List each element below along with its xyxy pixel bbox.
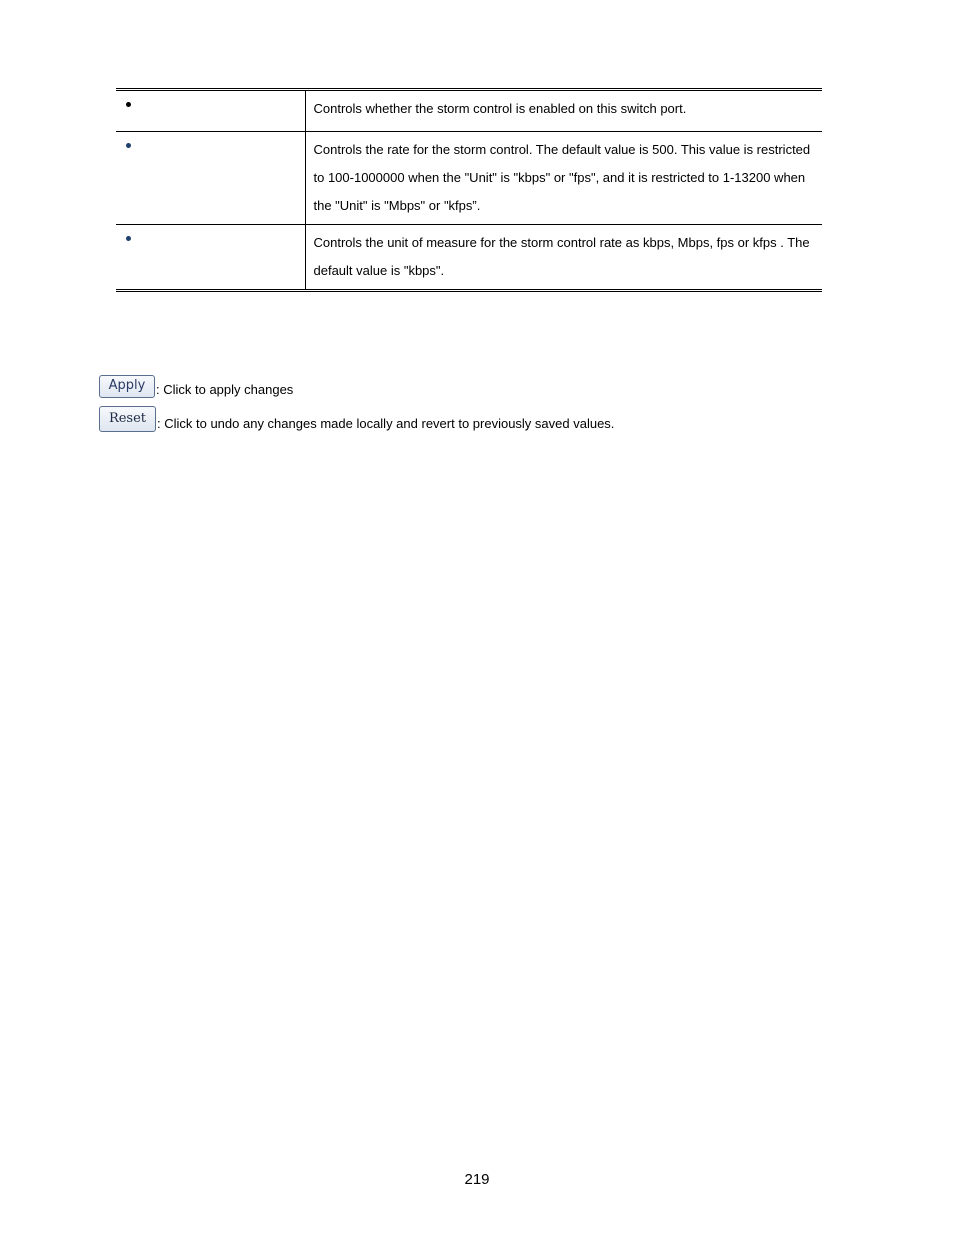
parameter-name-cell: [116, 225, 305, 291]
apply-button-description: : Click to apply changes: [156, 382, 294, 397]
apply-button-legend: [99, 375, 293, 398]
table-row: [116, 225, 822, 291]
bullet-icon: [126, 236, 131, 241]
table-row: [116, 132, 822, 225]
parameter-name-cell: [116, 132, 305, 225]
parameter-description: Controls whether the storm control is enabled on this switch port.: [313, 101, 687, 116]
apply-button[interactable]: Apply: [99, 375, 155, 398]
parameter-description: Controls the unit of measure for the storm control rate as kbps, Mbps, fps or kfps . The default value is "kbps".: [305, 225, 822, 291]
reset-button-description: : Click to undo any changes made locally and revert to previously saved values.: [157, 416, 615, 431]
parameter-description: Controls the rate for the storm control. The default value is 500. This value is restricted to 100-1000000 when the "Unit" is "kbps" or "fps", and it is restricted to 1-13200 when the "Unit" is "Mbps" or "kfps”.: [305, 132, 822, 225]
reset-button[interactable]: Reset: [99, 406, 156, 432]
reset-button-legend: [99, 406, 614, 432]
bullet-icon: [126, 143, 131, 148]
parameter-name-cell: [116, 90, 305, 132]
bullet-icon: [126, 102, 131, 107]
page-number: 219: [464, 1171, 490, 1188]
table-row: [116, 90, 822, 132]
parameter-table: [116, 88, 822, 292]
